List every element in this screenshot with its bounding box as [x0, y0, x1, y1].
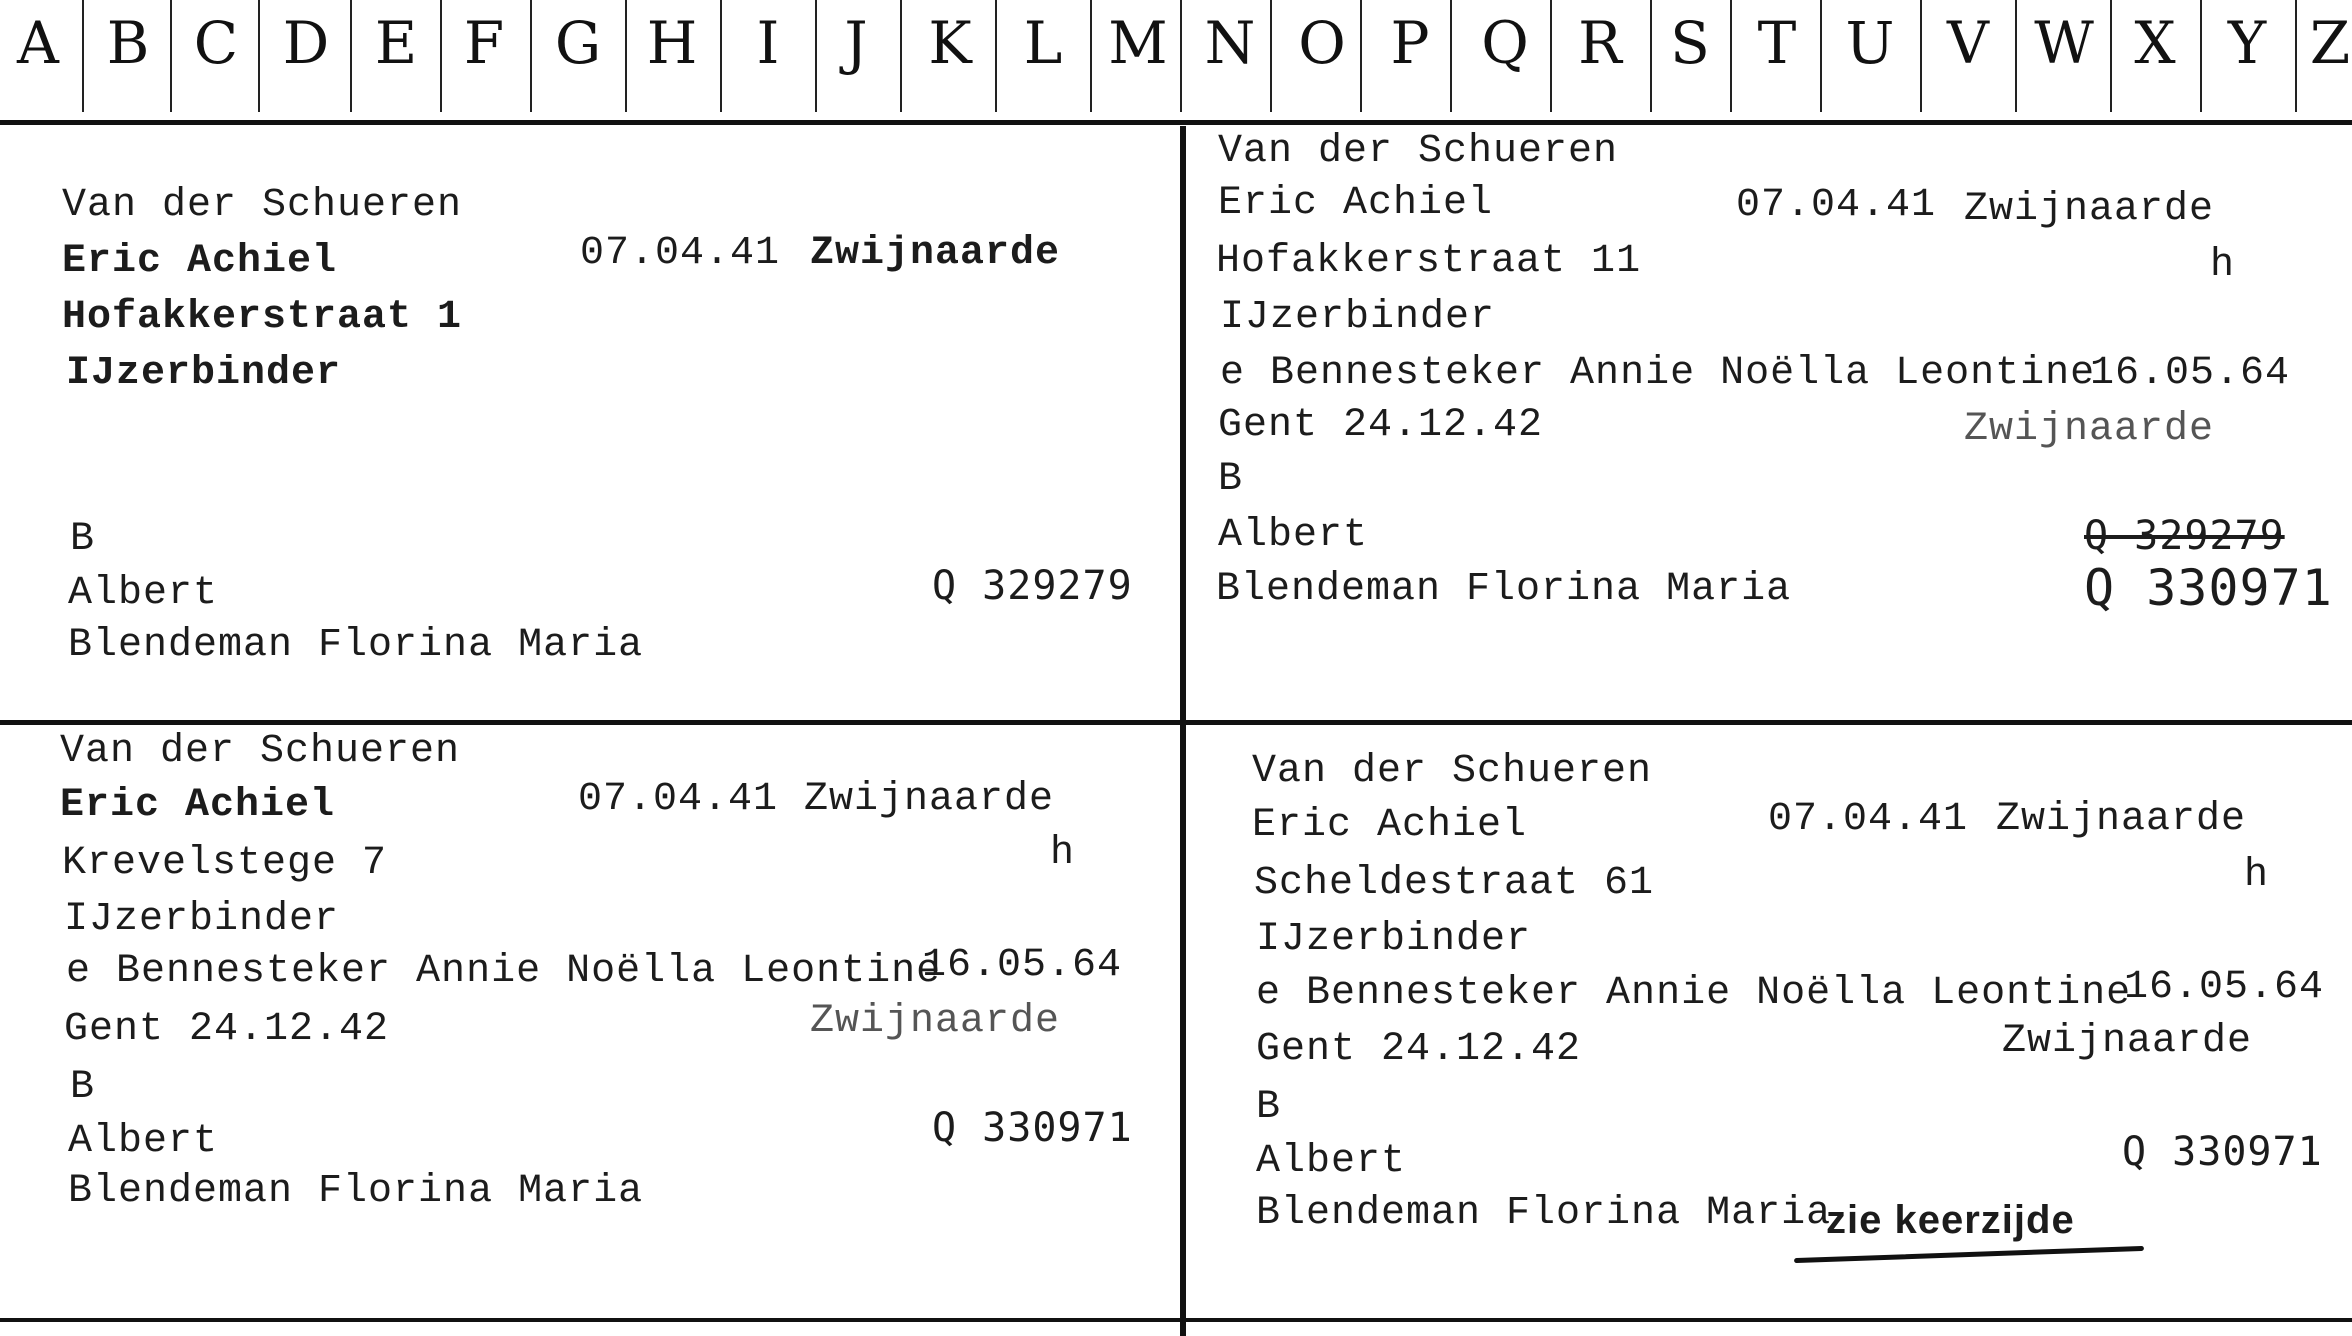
index-letter-t: T [1757, 9, 1797, 77]
index-letter-a: A [17, 9, 59, 77]
card-reference: Q 330971 [2084, 559, 2333, 617]
card-given-names: Eric Achiel [1252, 803, 1528, 848]
index-letter-x: X [2134, 9, 2176, 77]
index-divider [1920, 0, 1922, 112]
card-reference: Q 330971 [2122, 1129, 2323, 1175]
index-letter-h: H [646, 9, 698, 77]
card-reference: Q 329279 [932, 563, 1133, 609]
index-letter-l: L [1023, 9, 1063, 77]
card-note: zie keerzijde [1826, 1198, 2075, 1242]
card-father: Albert [68, 1119, 219, 1164]
index-divider [815, 0, 817, 112]
index-divider [2015, 0, 2017, 112]
card-occupation: IJzerbinder [1220, 295, 1496, 340]
card-marriage: Gent 24.12.42 [1218, 403, 1544, 448]
card-mother: Blendeman Florina Maria [68, 1169, 644, 1214]
card-mother: Blendeman Florina Maria [1256, 1191, 1832, 1236]
card-status-mark: h [2244, 853, 2270, 898]
alphabet-index [0, 0, 2352, 125]
index-letter-g: G [554, 9, 602, 77]
card-father: Albert [1256, 1139, 1407, 1184]
card-given-names: Eric Achiel [62, 239, 338, 284]
card-birth-place: Zwijnaarde [1996, 797, 2247, 842]
card-father: Albert [1218, 513, 1369, 558]
index-letter-p: P [1390, 9, 1430, 77]
card-birth-date: 07.04.41 [1736, 183, 1937, 228]
index-divider [1090, 0, 1092, 112]
card-given-names: Eric Achiel [1218, 181, 1494, 226]
card-occupation: IJzerbinder [1256, 917, 1532, 962]
card-occupation: IJzerbinder [66, 351, 342, 396]
index-divider [2110, 0, 2112, 112]
card-status-mark: h [2210, 243, 2236, 288]
card-nationality-code: B [1256, 1085, 1282, 1130]
index-letter-k: K [928, 9, 972, 77]
index-divider [720, 0, 722, 112]
index-letter-y: Y [2227, 9, 2267, 77]
index-divider [1450, 0, 1452, 112]
card-status-mark: h [1050, 831, 1076, 876]
index-letter-o: O [1298, 9, 1346, 77]
card-address: Hofakkerstraat 1 [62, 295, 463, 340]
card-spouse-date: 16.05.64 [922, 943, 1123, 988]
card-nationality-code: B [70, 517, 96, 562]
card-spouse-date: 16.05.64 [2124, 965, 2325, 1010]
index-letter-f: F [463, 9, 505, 77]
card-divider-horizontal [0, 720, 1180, 725]
card-divider-horizontal [1186, 720, 2352, 725]
index-divider [440, 0, 442, 112]
card-spouse-date: 16.05.64 [2090, 351, 2291, 396]
index-letter-n: N [1204, 9, 1256, 77]
card-divider-vertical [1180, 126, 1186, 1336]
card-birth-date: 07.04.41 [578, 777, 779, 822]
card-mother: Blendeman Florina Maria [1216, 567, 1792, 612]
note-underline [1794, 1246, 2144, 1263]
index-divider [530, 0, 532, 112]
index-divider [170, 0, 172, 112]
card-birth-date: 07.04.41 [580, 231, 781, 276]
index-letter-j: J [844, 9, 868, 77]
card-birth-place: Zwijnaarde [1964, 187, 2215, 232]
index-divider [1650, 0, 1652, 112]
index-divider [350, 0, 352, 112]
card-surname: Van der Schueren [62, 183, 463, 228]
index-divider [82, 0, 84, 112]
index-letter-i: I [756, 9, 780, 77]
index-divider [900, 0, 902, 112]
card-surname: Van der Schueren [60, 729, 461, 774]
card-reference: Q 330971 [932, 1105, 1133, 1151]
index-letter-z: Z [2309, 9, 2351, 77]
index-divider [1180, 0, 1182, 112]
card-surname: Van der Schueren [1252, 749, 1653, 794]
index-divider [1730, 0, 1732, 112]
index-divider [2295, 0, 2297, 112]
index-divider [258, 0, 260, 112]
card-father: Albert [68, 571, 219, 616]
index-letter-s: S [1670, 9, 1710, 77]
card-marriage-place: Zwijnaarde [1964, 407, 2215, 452]
card-spouse: e Bennesteker Annie Noëlla Leontine [1220, 351, 2096, 396]
card-birth-place: Zwijnaarde [810, 231, 1061, 276]
card-birth-date: 07.04.41 [1768, 797, 1969, 842]
card-reference-old: Q 329279 [2084, 513, 2285, 559]
index-letter-u: U [1845, 9, 1895, 77]
card-mother: Blendeman Florina Maria [68, 623, 644, 668]
card-nationality-code: B [70, 1065, 96, 1110]
index-letter-c: C [193, 9, 239, 77]
card-surname: Van der Schueren [1218, 129, 1619, 174]
card-birth-place: Zwijnaarde [804, 777, 1055, 822]
index-letter-v: V [1947, 9, 1989, 77]
index-divider [1360, 0, 1362, 112]
index-divider [1270, 0, 1272, 112]
index-divider [995, 0, 997, 112]
index-divider [1820, 0, 1822, 112]
index-letter-e: E [374, 9, 418, 77]
index-divider [2200, 0, 2202, 112]
index-divider [1550, 0, 1552, 112]
card-marriage-place: Zwijnaarde [810, 999, 1061, 1044]
card-marriage: Gent 24.12.42 [1256, 1027, 1582, 1072]
card-divider-horizontal [0, 1318, 2352, 1322]
card-address: Krevelstege 7 [62, 841, 388, 886]
index-letter-b: B [106, 9, 150, 77]
card-marriage: Gent 24.12.42 [64, 1007, 390, 1052]
index-letter-w: W [2034, 9, 2094, 77]
card-occupation: IJzerbinder [64, 897, 340, 942]
index-letter-m: M [1108, 9, 1168, 77]
index-divider [625, 0, 627, 112]
card-nationality-code: B [1218, 457, 1244, 502]
card-address: Hofakkerstraat 11 [1216, 239, 1642, 284]
index-letter-d: D [282, 9, 330, 77]
index-letter-q: Q [1481, 9, 1529, 77]
card-address: Scheldestraat 61 [1254, 861, 1655, 906]
card-marriage-place: Zwijnaarde [2002, 1019, 2253, 1064]
card-spouse: e Bennesteker Annie Noëlla Leontine [66, 949, 942, 994]
index-letter-r: R [1578, 9, 1622, 77]
card-spouse: e Bennesteker Annie Noëlla Leontine [1256, 971, 2132, 1016]
card-given-names: Eric Achiel [60, 783, 336, 828]
